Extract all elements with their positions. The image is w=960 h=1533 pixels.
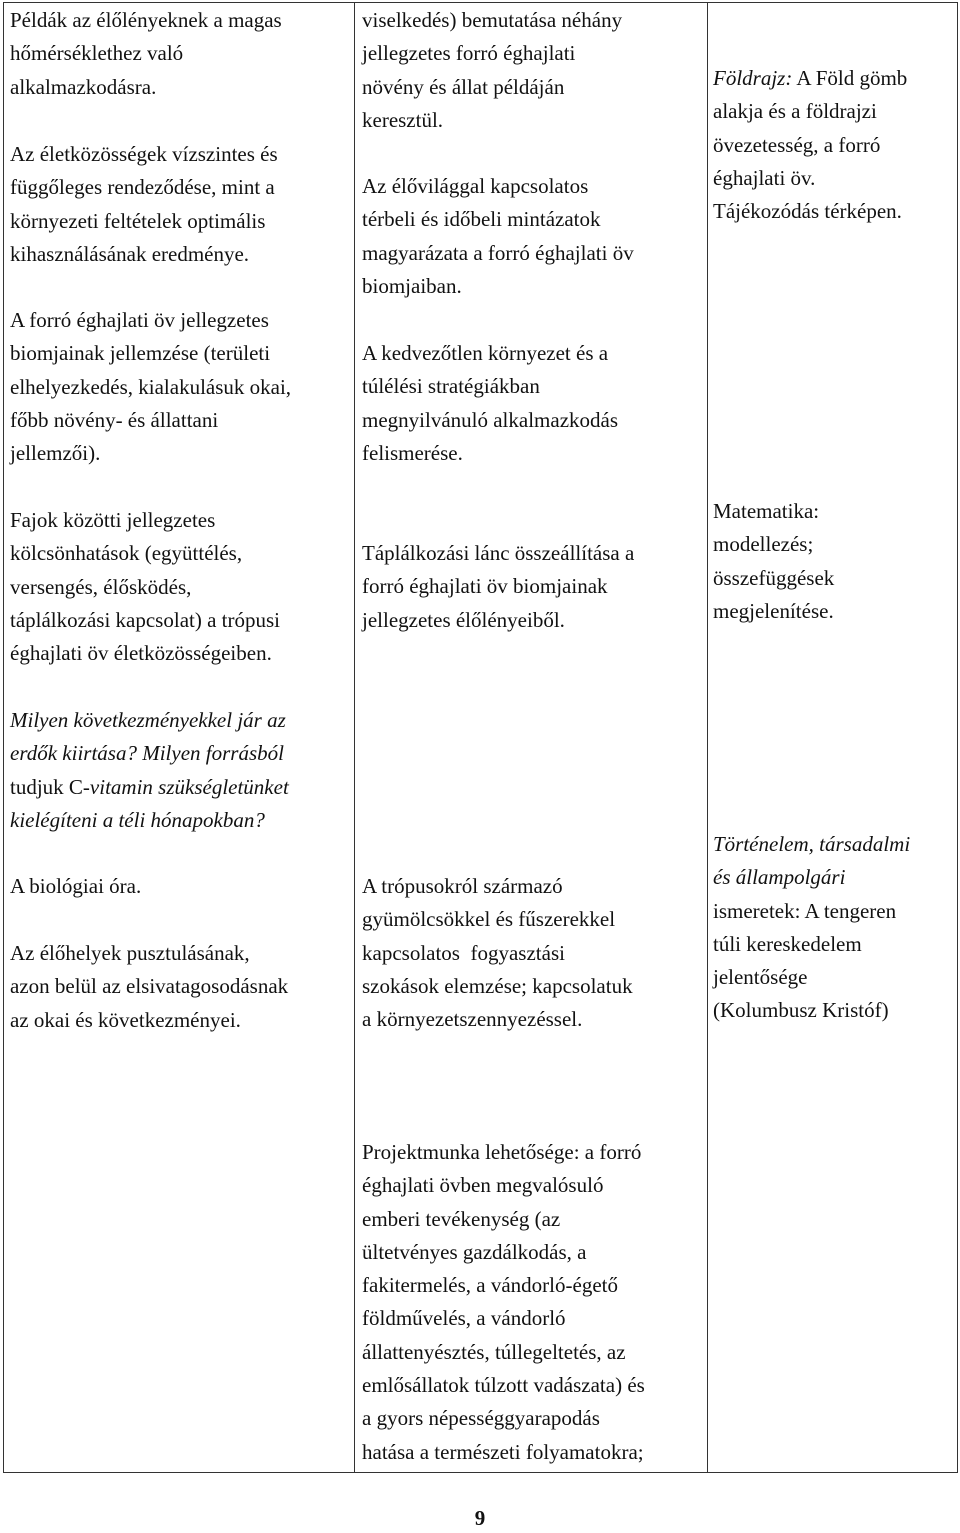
col1-block5 bbox=[10, 704, 289, 837]
text-line: Projektmunka lehetősége: a forró bbox=[362, 1140, 642, 1164]
text-line: kapcsolatos fogyasztási bbox=[362, 940, 565, 965]
text-line: Táplálkozási lánc összeállítása a bbox=[362, 541, 635, 565]
col3-block2 bbox=[713, 495, 834, 628]
col1-block3 bbox=[10, 304, 291, 470]
text-line: modellezés; bbox=[713, 532, 814, 557]
text-line: A biológiai óra. bbox=[10, 874, 142, 898]
text-line: térbeli és időbeli mintázatok bbox=[362, 207, 601, 232]
text-line: a környezetszennyezéssel. bbox=[362, 1007, 583, 1032]
text-line: A forró éghajlati öv jellegzetes bbox=[10, 308, 269, 332]
text-line bbox=[10, 737, 289, 770]
text-line: Történelem, társadalmi bbox=[713, 832, 911, 856]
text-span: A Föld gömb bbox=[792, 66, 908, 90]
text-line: kölcsönhatások (együttélés, bbox=[10, 541, 243, 566]
text-line: az okai és következményei. bbox=[10, 1007, 241, 1032]
col2-block2 bbox=[362, 170, 634, 303]
text-line: hatása a természeti folyamatokra; bbox=[362, 1439, 644, 1464]
text-line: jellemzői). bbox=[10, 441, 101, 466]
text-line bbox=[10, 771, 289, 804]
text-span: Milyen forrásból bbox=[142, 741, 284, 766]
text-line: környezeti feltételek optimális bbox=[10, 208, 266, 233]
col2-block6 bbox=[362, 1136, 645, 1469]
col2-block4 bbox=[362, 537, 634, 637]
text-line: (Kolumbusz Kristóf) bbox=[713, 998, 889, 1023]
text-line: növény és állat példáján bbox=[362, 74, 565, 99]
text-line: jellegzetes élőlényeiből. bbox=[362, 607, 565, 632]
text-line: ültetvényes gazdálkodás, a bbox=[362, 1239, 587, 1264]
subject-label: Földrajz: bbox=[713, 66, 793, 90]
text-line: Az életközösségek vízszintes és bbox=[10, 142, 278, 166]
text-line: jelentősége bbox=[713, 965, 808, 990]
text-line: A trópusokról származó bbox=[362, 874, 563, 898]
col1-block1 bbox=[10, 4, 282, 104]
column-divider bbox=[707, 3, 708, 1472]
text-line: övezetesség, a forró bbox=[713, 132, 881, 157]
text-span: C- bbox=[68, 774, 90, 799]
text-line: túli kereskedelem bbox=[713, 931, 862, 956]
text-span: vitamin szükségletünket bbox=[89, 774, 289, 799]
text-line: azon belül az elsivatagosodásnak bbox=[10, 974, 289, 999]
col1-block7 bbox=[10, 937, 288, 1037]
text-line: főbb növény- és állattani bbox=[10, 407, 219, 432]
text-line: alakja és a földrajzi bbox=[713, 99, 877, 124]
text-line: kihasználásának eredménye. bbox=[10, 241, 250, 266]
text-line: földművelés, a vándorló bbox=[362, 1306, 566, 1331]
text-span: erdők kiirtása? bbox=[10, 741, 137, 766]
text-line: elhelyezkedés, kialakulásuk okai, bbox=[10, 374, 292, 399]
text-line: táplálkozási kapcsolat) a trópusi bbox=[10, 607, 280, 632]
page-number: 9 bbox=[474, 1506, 486, 1530]
text-line: biomjainak jellemzése (területi bbox=[10, 341, 271, 366]
text-line: megnyilvánuló alkalmazkodás bbox=[362, 407, 619, 432]
text-line: ismeretek: A tengeren bbox=[713, 898, 897, 923]
text-line: emlősállatok túlzott vadászata) és bbox=[362, 1373, 645, 1398]
col2-block1 bbox=[362, 4, 622, 137]
text-line: emberi tevékenység (az bbox=[362, 1206, 561, 1231]
text-line: jellegzetes forró éghajlati bbox=[362, 41, 576, 66]
col1-block4 bbox=[10, 504, 280, 670]
text-line: megjelenítése. bbox=[713, 598, 834, 623]
text-line: éghajlati öv életközösségeiben. bbox=[10, 641, 272, 666]
text-line: Tájékozódás térképen. bbox=[713, 199, 902, 224]
text-line bbox=[713, 62, 907, 95]
text-line: és állampolgári bbox=[713, 865, 846, 890]
col1-block2 bbox=[10, 138, 278, 271]
text-line: Példák az élőlényeknek a magas bbox=[10, 8, 282, 32]
text-line: versengés, élősködés, bbox=[10, 574, 192, 599]
text-line: A kedvezőtlen környezet és a bbox=[362, 341, 609, 365]
text-line: szokások elemzése; kapcsolatuk bbox=[362, 973, 633, 998]
text-line: Az élővilággal kapcsolatos bbox=[362, 174, 589, 198]
text-line: hőmérséklethez való bbox=[10, 41, 184, 66]
col3-block3 bbox=[713, 828, 910, 1028]
text-span: tudjuk bbox=[10, 774, 64, 799]
col2-block3 bbox=[362, 337, 618, 470]
text-line: összefüggések bbox=[713, 565, 835, 590]
col2-block5 bbox=[362, 870, 633, 1036]
text-line: Matematika: bbox=[713, 499, 820, 523]
text-line: fakitermelés, a vándorló-égető bbox=[362, 1273, 618, 1298]
col3-block1 bbox=[713, 62, 907, 228]
column-divider bbox=[354, 3, 355, 1472]
text-line: éghajlati övben megvalósuló bbox=[362, 1173, 604, 1198]
text-line: éghajlati öv. bbox=[713, 165, 816, 190]
col1-block6 bbox=[10, 870, 141, 903]
text-line: Milyen következményekkel jár az bbox=[10, 708, 286, 732]
text-line: túlélési stratégiákban bbox=[362, 374, 540, 399]
text-line: felismerése. bbox=[362, 440, 463, 465]
text-line: Az élőhelyek pusztulásának, bbox=[10, 941, 250, 965]
text-line: Fajok közötti jellegzetes bbox=[10, 508, 216, 532]
text-line: a gyors népességgyarapodás bbox=[362, 1406, 600, 1431]
text-line: állattenyésztés, túllegeltetés, az bbox=[362, 1339, 626, 1364]
text-line: magyarázata a forró éghajlati öv bbox=[362, 240, 634, 265]
text-line: biomjaiban. bbox=[362, 273, 462, 298]
text-line: forró éghajlati öv biomjainak bbox=[362, 574, 608, 599]
text-line: függőleges rendeződése, mint a bbox=[10, 175, 275, 200]
text-line: gyümölcsökkel és fűszerekkel bbox=[362, 907, 616, 932]
text-line: keresztül. bbox=[362, 107, 444, 132]
text-line: kielégíteni a téli hónapokban? bbox=[10, 807, 265, 832]
text-line: viselkedés) bemutatása néhány bbox=[362, 8, 623, 32]
text-line: alkalmazkodásra. bbox=[10, 74, 157, 99]
